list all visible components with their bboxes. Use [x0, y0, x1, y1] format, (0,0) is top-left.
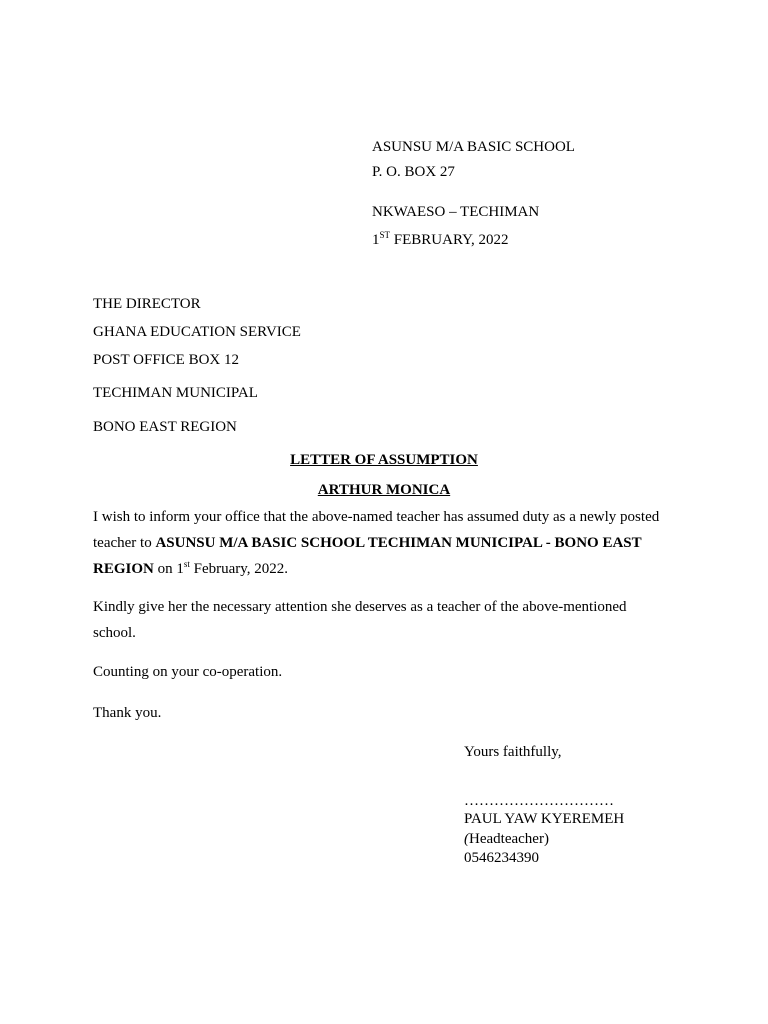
p1-on: on 1: [153, 561, 184, 577]
recipient-line-1: THE DIRECTOR: [93, 296, 201, 312]
signatory-name: PAUL YAW KYEREMEH: [464, 811, 625, 827]
recipient-line-5: BONO EAST REGION: [93, 419, 237, 435]
letter-date: [372, 231, 509, 249]
signatory-phone: 0546234390: [464, 850, 539, 866]
p1-end: February, 2022.: [189, 561, 289, 577]
sender-box: P. O. BOX 27: [372, 164, 455, 180]
sender-town: NKWAESO – TECHIMAN: [372, 204, 540, 220]
role-text: Headteacher): [469, 831, 549, 847]
letter-title: LETTER OF ASSUMPTION: [290, 452, 478, 468]
closing-text: Yours faithfully,: [464, 744, 562, 760]
date-rest: FEBRUARY, 2022: [390, 232, 509, 248]
date-superscript: ST: [379, 230, 391, 240]
sender-school: ASUNSU M/A BASIC SCHOOL: [372, 139, 575, 155]
body-paragraph-3: Counting on your co-operation.: [93, 664, 283, 680]
recipient-line-4: TECHIMAN MUNICIPAL: [93, 385, 258, 401]
recipient-line-2: GHANA EDUCATION SERVICE: [93, 324, 301, 340]
recipient-line-3: POST OFFICE BOX 12: [93, 352, 240, 368]
signature-line: …………………………: [464, 793, 614, 809]
signatory-role: [464, 830, 549, 848]
p1-start: I wish to inform your office that the above-named teacher has assumed duty as a newly posted teacher to: [93, 509, 660, 551]
p1-superscript: st: [183, 559, 190, 569]
date-day: 1: [372, 232, 380, 248]
body-paragraph-4: Thank you.: [93, 705, 162, 721]
body-paragraph-1: [93, 504, 673, 582]
role-paren: (: [464, 831, 469, 847]
body-paragraph-2: Kindly give her the necessary attention she deserves as a teacher of the above-mentioned school.: [93, 599, 627, 641]
teacher-name: ARTHUR MONICA: [317, 482, 451, 498]
p1-school-bold: ASUNSU M/A BASIC SCHOOL TECHIMAN MUNICIPAL - BONO EAST REGION: [93, 535, 642, 577]
